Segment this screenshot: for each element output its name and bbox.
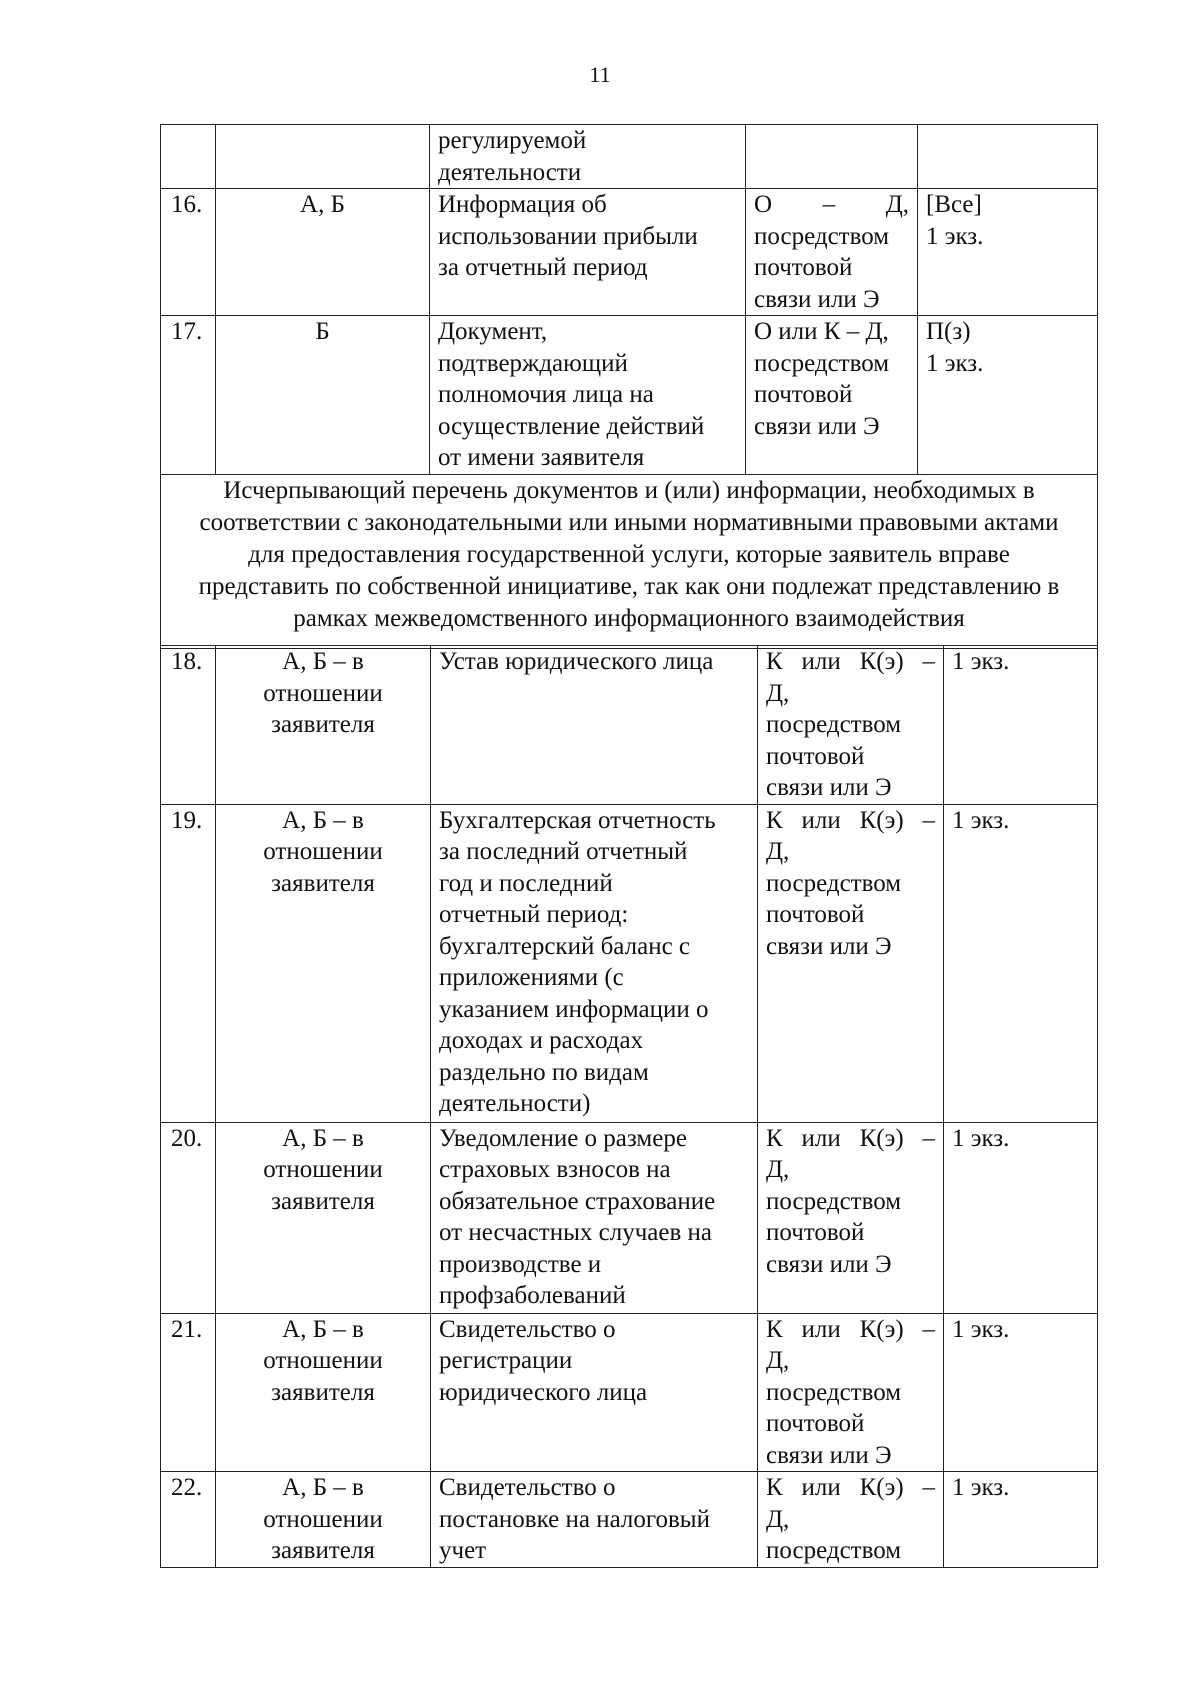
cell-line: Устав юридического лица [439,648,714,675]
row-number: 16. [161,189,216,316]
copies [918,125,1098,189]
document-name [431,646,758,805]
cell-line: 1 экз. [952,806,1010,834]
cell-line: Документ, [438,318,548,345]
submission-method [758,1313,944,1472]
cell-line: отношении [263,838,383,865]
copies [944,1313,1098,1472]
cell-line: 1 экз. [952,1315,1010,1343]
cell-line: посредством [754,222,890,250]
cell-line: представить по собственной инициативе, так как они подлежат представлению в [198,572,1060,600]
cell-line: связи или Э [766,1250,892,1278]
applicant-category [216,189,430,316]
row-number: 17. [161,316,216,475]
copies [944,1122,1098,1313]
document-name [431,1122,758,1313]
cell-line: отношении [263,1347,383,1374]
table-row [161,1313,1098,1472]
copies [944,1472,1098,1568]
cell-line: А, Б – в [282,1474,364,1501]
cell-line: осуществление действий [438,412,705,440]
copies [944,804,1098,1122]
cell-line: отношении [263,1505,383,1533]
cell-line: К или К(э) – [766,1124,935,1152]
cell-line: Д, [766,1156,790,1183]
cell-line: производстве и [439,1250,602,1278]
cell-line: за отчетный период [438,254,648,281]
cell-line: отношении [263,1156,383,1183]
cell-line: регистрации [439,1347,573,1374]
submission-method [746,316,918,475]
submission-method [746,125,918,189]
applicant-category [216,646,431,805]
cell-line: О или К – Д, [754,318,889,345]
cell-line: посредством [766,1537,902,1564]
table-row [161,646,1098,805]
cell-line: заявителя [271,1378,375,1406]
cell-line: полномочия лица на [438,381,654,408]
cell-line: Бухгалтерская отчетность [439,806,716,834]
cell-line: посредством [766,869,902,897]
table-row [161,804,1098,1122]
row-number: 21. [161,1313,216,1472]
cell-line: Б [315,318,330,345]
cell-line: страховых взносов на [439,1156,671,1183]
document-name [430,189,746,316]
cell-line: от имени заявителя [438,444,645,471]
table-row [161,316,1098,475]
cell-line: 1 экз. [952,648,1010,675]
cell-line: 1 экз. [952,1474,1010,1501]
cell-line: рамках межведомственного информационного взаимодействия [293,604,965,632]
cell-line: соответствии с законодательными или иными нормативными правовыми актами [199,508,1059,536]
cell-line: деятельности [438,158,582,186]
cell-line: почтовой [766,742,865,770]
section-subheader [161,474,1098,648]
cell-line: Свидетельство о [439,1315,616,1343]
cell-line: обязательное страхование [439,1187,716,1215]
row-number: 20. [161,1122,216,1313]
row-number: 19. [161,804,216,1122]
document-name [431,804,758,1122]
cell-line: от несчастных случаев на [439,1219,713,1246]
applicant-category [216,1122,431,1313]
cell-line: 1 экз. [926,222,984,250]
cell-line: профзаболеваний [439,1282,626,1309]
cell-line: подтверждающий [438,349,628,377]
cell-line: отчетный период: [439,901,629,928]
cell-line: посредством [766,1187,902,1215]
cell-line: А, Б [300,191,345,218]
documents-table-bottom [160,645,1098,1568]
cell-line: почтовой [766,1219,865,1246]
cell-line: для предоставления государственной услуги, которые заявитель вправе [248,540,1010,568]
table-row [161,189,1098,316]
cell-line: заявителя [271,869,375,897]
cell-line: за последний отчетный [439,838,688,865]
cell-line: почтовой [766,1410,865,1437]
cell-line: доходах и расходах [439,1027,644,1054]
cell-line: бухгалтерский баланс с [439,932,691,960]
cell-line: посредством [754,349,890,377]
page-number: 11 [589,62,611,87]
cell-line: указанием информации о [439,995,709,1023]
cell-line: Свидетельство о [439,1474,616,1501]
cell-line: Д, [766,838,790,865]
submission-method [746,189,918,316]
cell-line: А, Б – в [282,1315,364,1343]
cell-line: Д, [766,1347,790,1374]
cell-line: деятельности) [439,1090,591,1117]
table-row [161,1122,1098,1313]
applicant-category [216,804,431,1122]
cell-line: использовании прибыли [438,222,698,250]
cell-line: связи или Э [766,932,892,960]
cell-line: почтовой [766,901,865,928]
document-name [430,316,746,475]
cell-line: юридического лица [439,1378,648,1406]
cell-line: О – Д, [754,191,909,218]
cell-line: 1 экз. [952,1124,1010,1152]
document-name [430,125,746,189]
cell-line: заявителя [271,1537,375,1564]
row-number: 18. [161,646,216,805]
cell-line: связи или Э [766,774,892,801]
applicant-category [216,1313,431,1472]
cell-line: отношении [263,679,383,707]
cell-line: заявителя [271,1187,375,1215]
copies [918,316,1098,475]
section-subheader-row [161,474,1098,648]
row-number: 22. [161,1472,216,1568]
submission-method [758,646,944,805]
cell-line: посредством [766,711,902,738]
submission-method [758,1122,944,1313]
cell-line: А, Б – в [282,806,364,834]
cell-line: заявителя [271,711,375,738]
cell-line: связи или Э [754,285,880,313]
cell-line: посредством [766,1378,902,1406]
cell-line: П(з) [926,318,971,345]
cell-line: К или К(э) – [766,648,935,675]
cell-line: год и последний [439,869,613,897]
cell-line: Д, [766,1505,790,1533]
cell-line: [Все] [926,191,982,218]
cell-line: почтовой [754,381,853,408]
cell-line: приложениями (с [439,964,624,991]
applicant-category [216,316,430,475]
table-row [161,125,1098,189]
cell-line: учет [439,1537,487,1564]
cell-line: 1 экз. [926,349,984,377]
copies [918,189,1098,316]
row-number [161,125,216,189]
copies [944,646,1098,805]
cell-line: К или К(э) – [766,1474,935,1501]
table-row [161,1472,1098,1568]
cell-line: почтовой [754,254,853,281]
cell-line: связи или Э [754,412,880,440]
cell-line: регулируемой [438,127,587,154]
cell-line: Информация об [438,191,607,218]
cell-line: К или К(э) – [766,1315,935,1343]
cell-line: А, Б – в [282,1124,364,1152]
cell-line: Исчерпывающий перечень документов и (или) информации, необходимых в [223,476,1035,504]
submission-method [758,804,944,1122]
cell-line: связи или Э [766,1441,892,1469]
submission-method [758,1472,944,1568]
cell-line: Д, [766,679,790,707]
applicant-category [216,125,430,189]
cell-line: К или К(э) – [766,806,935,834]
cell-line: А, Б – в [282,648,364,675]
document-name [431,1313,758,1472]
cell-line: постановке на налоговый [439,1505,710,1533]
document-name [431,1472,758,1568]
cell-line: Уведомление о размере [439,1124,687,1152]
cell-line: раздельно по видам [439,1058,649,1086]
applicant-category [216,1472,431,1568]
documents-table-top [160,124,1098,649]
